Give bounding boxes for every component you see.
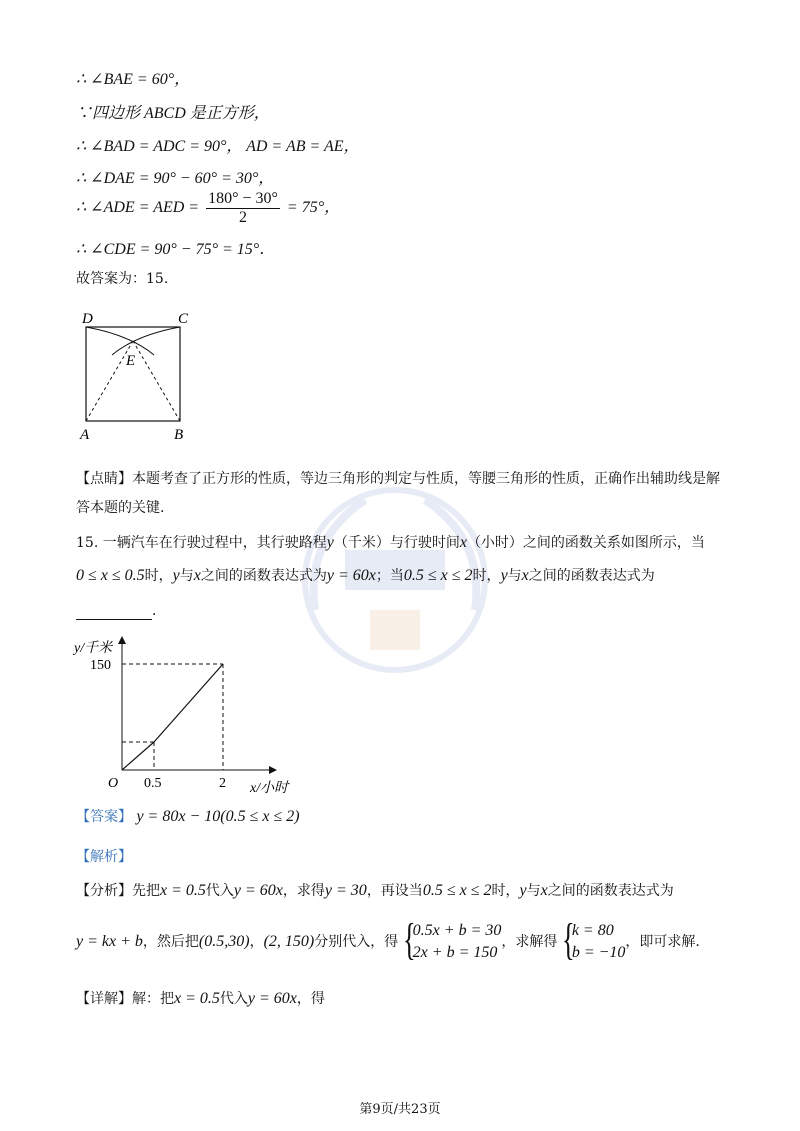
label-c: C bbox=[178, 311, 189, 327]
q-t2: 与 bbox=[179, 568, 194, 584]
answer-row bbox=[76, 806, 300, 826]
comment-tag: 【点睛】 bbox=[76, 471, 132, 487]
a-t1: 先把 bbox=[132, 883, 160, 899]
q-text-c: （小时）之间的函数关系如图所示，当 bbox=[466, 535, 705, 551]
answer-blank-line bbox=[76, 600, 166, 620]
d-m2: y = 60x bbox=[247, 990, 297, 1007]
solution-line-5 bbox=[76, 190, 340, 227]
answer-text: y = 80x − 10(0.5 ≤ x ≤ 2) bbox=[136, 808, 300, 825]
system2-row-1: k = 80 bbox=[571, 922, 614, 939]
answer-blank bbox=[76, 605, 152, 620]
d-t1: 解：把 bbox=[132, 991, 174, 1007]
a-t10: 分别代入，得 bbox=[314, 934, 399, 950]
a-t11: ，求解得 bbox=[501, 934, 558, 950]
a-t2: 代入 bbox=[205, 883, 234, 899]
answer-tag: 【答案】 bbox=[76, 809, 132, 825]
q-t3: 之间的函数表达式为 bbox=[200, 568, 327, 584]
q-var-x: x bbox=[459, 534, 467, 551]
system1-row-2: 2x + b = 150 bbox=[412, 944, 498, 961]
a-t7: 之间的函数表达式为 bbox=[547, 883, 674, 899]
analysis-line-2 bbox=[76, 915, 700, 964]
a-m6: x bbox=[540, 882, 548, 899]
tick-2: 2 bbox=[219, 776, 226, 791]
graph-segment-1 bbox=[122, 742, 154, 770]
analysis-tag: 【解析】 bbox=[76, 849, 132, 865]
function-graph bbox=[70, 632, 310, 797]
equation-system-2: { k = 80 b = −10 bbox=[561, 915, 626, 964]
solution-line-6: ∴ ∠CDE = 90° − 75° = 15°． bbox=[76, 241, 276, 258]
a-m5: y bbox=[519, 882, 527, 899]
q-t4: ；当 bbox=[375, 568, 404, 584]
a-t8: ，然后把 bbox=[142, 934, 199, 950]
q-t1: 时， bbox=[144, 568, 173, 584]
comment-line-2: 答本题的关键. bbox=[76, 500, 165, 516]
solution-line-4: ∴ ∠DAE = 90° − 60° = 30°， bbox=[76, 170, 275, 187]
a-t9: ， bbox=[249, 934, 264, 950]
a-t3: ，求得 bbox=[282, 883, 325, 899]
d-m1: x = 0.5 bbox=[174, 990, 220, 1007]
detail-line bbox=[76, 988, 325, 1008]
d-t3: ，得 bbox=[296, 991, 325, 1007]
q-range-2: 0.5 ≤ x ≤ 2 bbox=[403, 567, 473, 584]
question-line-2 bbox=[76, 565, 655, 585]
system2-row-2: b = −10 bbox=[571, 944, 626, 961]
comment-line-1 bbox=[76, 468, 720, 488]
a-m1: x = 0.5 bbox=[160, 882, 206, 899]
line5-prefix: ∴ ∠ADE = AED = bbox=[76, 199, 200, 217]
fraction-numerator: 180° − 30° bbox=[208, 190, 278, 207]
analysis-sub-tag: 【分析】 bbox=[76, 883, 132, 899]
q-var-y: y bbox=[326, 534, 334, 551]
a-m7: y = kx + b bbox=[76, 933, 143, 950]
tick-150: 150 bbox=[90, 658, 111, 673]
q-t7: 之间的函数表达式为 bbox=[528, 568, 655, 584]
a-t5: 时， bbox=[491, 883, 520, 899]
fraction-denominator: 2 bbox=[239, 209, 247, 226]
equation-system-1: { 0.5x + b = 30 2x + b = 150 bbox=[402, 915, 502, 964]
system1-row-1: 0.5x + b = 30 bbox=[412, 922, 502, 939]
q-range-1: 0 ≤ x ≤ 0.5 bbox=[76, 567, 145, 584]
a-m9: (2, 150) bbox=[263, 933, 315, 950]
analysis-line-1 bbox=[76, 880, 674, 900]
q-end: ． bbox=[152, 603, 166, 619]
origin-label: O bbox=[108, 776, 119, 791]
d-t2: 代入 bbox=[219, 991, 248, 1007]
q-t6: 与 bbox=[507, 568, 522, 584]
question-line-1 bbox=[76, 532, 705, 552]
page-footer: 第9页/共23页 bbox=[359, 1102, 441, 1117]
graph-segment-2 bbox=[154, 664, 223, 742]
square-figure bbox=[70, 305, 210, 445]
q-y1: y bbox=[172, 567, 180, 584]
x-axis-label: x/小时 bbox=[250, 781, 289, 796]
a-m3: y = 30 bbox=[324, 882, 367, 899]
a-t12: ，即可求解. bbox=[625, 934, 700, 950]
q-text-b: （千米）与行驶时间 bbox=[333, 535, 460, 551]
dashed-line-be bbox=[133, 341, 180, 421]
q-x1: x bbox=[193, 567, 201, 584]
fraction bbox=[206, 190, 280, 227]
solution-line-3: ∴ ∠BAD = ADC = 90°， AD = AB = AE， bbox=[76, 138, 360, 155]
answer-line: 故答案为：15. bbox=[76, 271, 169, 287]
q-y2: y bbox=[500, 567, 508, 584]
q-text-a: 15. 一辆汽车在行驶过程中，其行驶路程 bbox=[76, 535, 327, 551]
a-m4: 0.5 ≤ x ≤ 2 bbox=[422, 882, 492, 899]
label-d: D bbox=[82, 311, 93, 327]
q-expr-1: y = 60x bbox=[326, 567, 376, 584]
q-t5: 时， bbox=[472, 568, 501, 584]
a-m8: (0.5,30) bbox=[198, 933, 250, 950]
solution-line-1: ∴ ∠BAE = 60°， bbox=[76, 71, 191, 88]
label-e: E bbox=[126, 353, 136, 369]
a-m2: y = 60x bbox=[233, 882, 283, 899]
label-b: B bbox=[174, 427, 184, 443]
tick-05: 0.5 bbox=[144, 776, 162, 791]
a-t4: ，再设当 bbox=[366, 883, 423, 899]
arc-1 bbox=[86, 327, 154, 355]
comment-text-1: 本题考查了正方形的性质，等边三角形的判定与性质，等腰三角形的性质，正确作出辅助线是解 bbox=[132, 471, 720, 487]
label-a: A bbox=[80, 427, 90, 443]
q-x2: x bbox=[521, 567, 529, 584]
line5-suffix: = 75°， bbox=[286, 199, 341, 217]
a-t6: 与 bbox=[526, 883, 541, 899]
arc-2 bbox=[112, 327, 180, 355]
y-axis-label: y/千米 bbox=[74, 641, 113, 656]
solution-line-2: ∵四边形 ABCD 是正方形， bbox=[76, 105, 270, 122]
detail-tag: 【详解】 bbox=[76, 991, 132, 1007]
